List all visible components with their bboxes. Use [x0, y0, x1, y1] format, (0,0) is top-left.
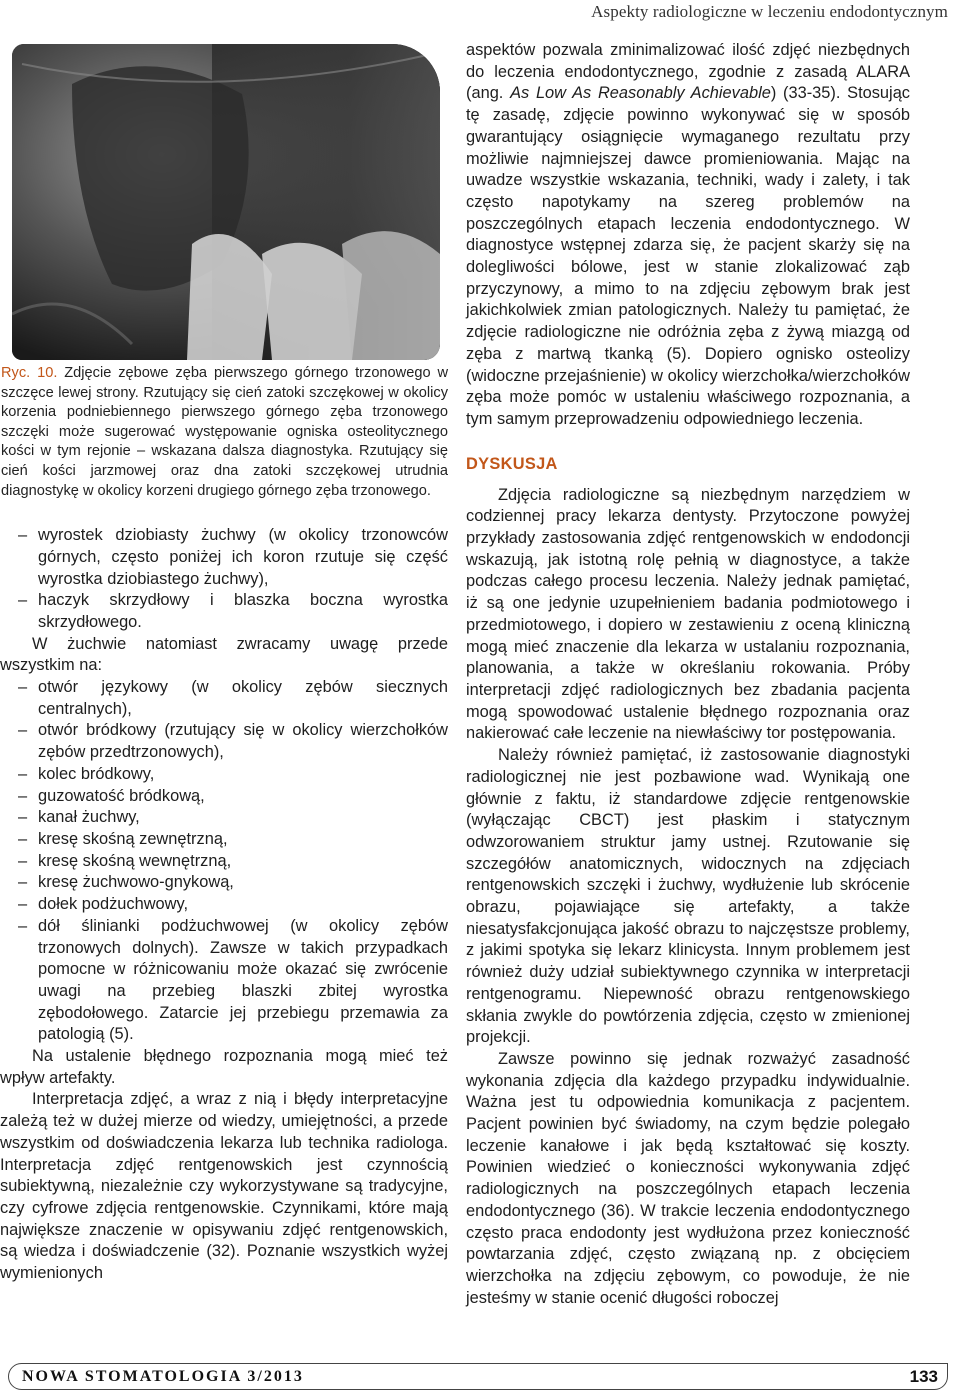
text-run: aspektów pozwala zminimalizować ilość zdjęć niezbędnych do leczenia endodontycznego, zgodnie z zasadą ALARA (ang. [466, 41, 910, 103]
list-item: – dół ślinianki podżuchwowej (w okolicy zębów trzonowych dolnych). Zawsze w takich przypadkach pomocne w różnicowaniu może okazać się zwrócenie uwagi na przebieg blaszki zbitej wyrostka zębodołowego. Zatarcie jej przebiegu przemawia za patologią (5). [0, 916, 448, 1046]
list-item: – otwór językowy (w okolicy zębów siecznych centralnych), [0, 677, 448, 720]
list-item: – kresę skośną wewnętrzną, [0, 851, 448, 873]
list-item: – kresę skośną zewnętrzną, [0, 829, 448, 851]
italic-term: As Low As Reasonably Achievable [510, 84, 771, 103]
paragraph-alara [466, 40, 910, 431]
right-column [466, 40, 910, 1309]
paragraph-discussion-3: Zawsze powinno się jednak rozważyć zasadność wykonania zdjęcia dla każdego przypadku indywidualnie. Ważna jest tu odpowiednia komunikacja z pacjentem. Pacjent powinien być świadomy, na czym będzie polegało leczenie kanałowe i jak będą kształtować się koszty. Powinien wiedzieć o konieczności wykonywania zdjęć radiologicznych na poszczególnych etapach leczenia endodontycznego (36). W trakcie leczenia endodontycznego często praca endodonty jest wydłużona przez konieczność powtarzania zdjęć, często związaną np. z obcięciem wierzchołka na zdjęciu zębowym, co powoduje, że nie jesteśmy w stanie ocenić długości roboczej [466, 1049, 910, 1307]
list-item: – dołek podżuchwowy, [0, 894, 448, 916]
mandible-landmark-list [0, 677, 448, 1046]
section-heading-discussion: DYSKUSJA [466, 454, 558, 473]
paragraph-mandible: W żuchwie natomiast zwracamy uwagę przede wszystkim na: [0, 634, 448, 675]
list-item: – haczyk skrzydłowy i blaszka boczna wyrostka skrzydłowego. [0, 590, 448, 633]
paragraph-discussion-2: Należy również pamiętać, iż zastosowanie diagnostyki radiologicznej nie jest pozbawione wad. Wynikają one głównie z faktu, iż standardowe zdjęcie rentgenowskie (wyłączając CBCT) jest płaskim i statycznym odwzorowaniem struktur jamy ustnej. Rzutowanie się szczegółów anatomicznych, widocznych na zdjęciach rentgenowskich szczęki i żuchwy, wydłużenie lub skrócenie obrazu, pojawiające się artefakty, a także niesatysfakcjonująca jakość obrazu to najczęstsze problemy, z jakimi spotyka się lekarz klinicysta. Innym problemem jest również duży udział subiektywnego czynnika w interpretacji rentgenogramu. Niepewność obrazu rentgenowskiego skłania zwykle do powtórzenia zdjęcia, często w zmienionej projekcji. [466, 746, 910, 1047]
running-header: Aspekty radiologiczne w leczeniu endodontycznym [591, 2, 948, 21]
page-number: 133 [909, 1367, 938, 1386]
text-run: ) (33-35). Stosując tę zasadę, zdjęcie powinno wykonywać się w sposób gwarantujący osiągnięcie wymaganego rezultatu przy możliwie najmniejszej dawce promieniowania. Mając na uwadze wszystkie wskazania, techniki, wady i zalety, i tak często napotykamy na szereg problemów na poszczególnych etapach leczenia endodontycznego. W diagnostyce wstępnej zdarza się, że pacjent skarży się na dolegliwości bólowe, jest w stanie zlokalizować ząb przyczynowy, a mimo to na zdjęciu zębowym brak jest jakichkolwiek zmian patologicznych. Należy tu pamiętać, że zdjęcie radiologiczne nie odróżnia zęba z żywą miazgą od zęba z martwą tkanką (5). Dopiero ognisko osteolizy (widoczne przejaśnienie) w okolicy wierzchołka/wierzchołków zęba może pomóc w ustaleniu właściwego rozpoznania, a tym samym przeprowadzeniu odpowiedniego leczenia. [466, 84, 911, 428]
list-item: – otwór bródkowy (rzutujący się w okolicy wierzchołków zębów przedtrzonowych), [0, 720, 448, 763]
list-item: – wyrostek dziobiasty żuchwy (w okolicy trzonowców górnych, często poniżej ich koron rzutuje się część wyrostka dziobiastego żuchwy), [0, 525, 448, 590]
list-item: – kanał żuchwy, [0, 807, 448, 829]
skull-landmark-list [0, 525, 448, 634]
figure-caption [1, 364, 448, 501]
page-footer [8, 1363, 948, 1391]
dental-xray-image [12, 44, 440, 360]
figure-caption-text: Zdjęcie zębowe zęba pierwszego górnego trzonowego w szczęce lewej strony. Rzutujący się cień zatoki szczękowej w okolicy korzenia podniebiennego pierwszego górnego zęba trzonowego szczęki może sugerować występowanie ogniska osteolitycznego kości w tym rejonie – wskazana dalsza diagnostyka. Rzutujący się cień kości jarzmowej oraz dna zatoki szczękowej utrudnia diagnostykę w okolicy korzeni drugiego górnego zęba trzonowego. [1, 365, 448, 499]
list-item: – kresę żuchwowo-gnykową, [0, 872, 448, 894]
list-item: – kolec bródkowy, [0, 764, 448, 786]
left-column [0, 364, 448, 1285]
paragraph-discussion-1: Zdjęcia radiologiczne są niezbędnym narzędziem w codziennej pracy lekarza dentysty. Przytoczone powyżej przykłady zastosowania zdjęć rentgenowskich w endodoncji wskazują, jak istotną rolę pełnią w diagnostyce, a także podczas całego procesu leczenia. Należy jednak pamiętać, iż są one jedynie uzupełnieniem badania podmiotowego i przedmiotowego, i dopiero w zestawieniu z oceną kliniczną mogą mieć znaczenie dla lekarza w ustalaniu rozpoznania, planowania, a także w określaniu rokowania. Próby interpretacji zdjęć radiologicznych bez zbadania pacjenta mogą spowodować ustalenie błędnego rozpoznania oraz nakierować całe leczenie na niewłaściwy tor postępowania. [466, 485, 910, 743]
figure-label: Ryc. 10. [1, 365, 58, 381]
paragraph-artifacts: Na ustalenie błędnego rozpoznania mogą mieć też wpływ artefakty. [0, 1047, 448, 1087]
journal-name: NOWA STOMATOLOGIA 3/2013 [22, 1368, 304, 1385]
list-item: – guzowatość bródkową, [0, 786, 448, 808]
paragraph-interpretation: Interpretacja zdjęć, a wraz z nią i błędy interpretacyjne zależą też w dużej mierze od wiedzy, umiejętności, a przede wszystkim od doświadczenia lekarza lub technika radiologa. Interpretacja zdjęć rentgenowskich jest czynnością subiektywną, niezależnie czy wykorzystywane są tradycyjne, czy cyfrowe zdjęcia rentgenowskie. Czynnikami, które mają największe znaczenie w opisywaniu zdjęć rentgenowskich, są wiedza i doświadczenie (32). Poznanie wszystkich wyżej wymienionych [0, 1090, 448, 1283]
